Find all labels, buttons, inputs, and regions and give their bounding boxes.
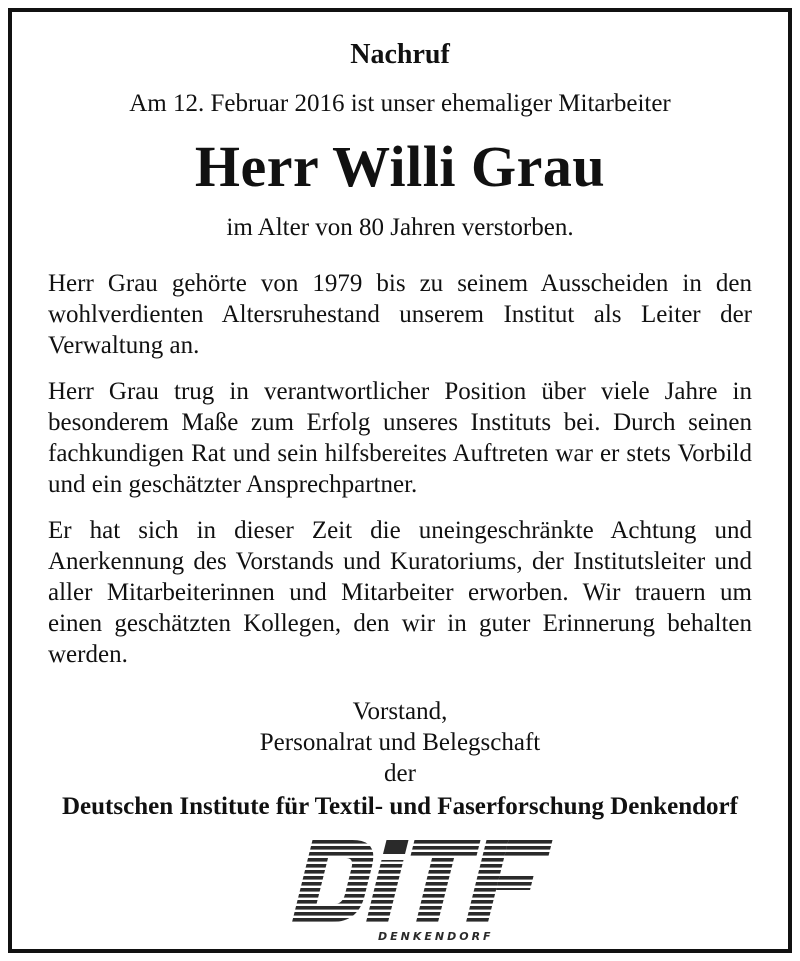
obituary-notice xyxy=(8,8,792,953)
intro-line: Am 12. Februar 2016 ist unser ehemaliger Mitarbeiter xyxy=(129,90,671,117)
logo-subtitle: DENKENDORF xyxy=(378,930,494,943)
notice-content xyxy=(48,12,752,823)
paragraph-merits: Herr Grau trug in verantwortlicher Position über viele Jahre in besonderem Maße zum Erfolg unseres Instituts bei. Durch seinen fachkundigen Rat und sein hilfsbereites Auftreten war er stets Vorbild und ein geschätzter Ansprechpartner. xyxy=(48,378,752,498)
signature-line: Personalrat und Belegschaft xyxy=(259,729,541,756)
age-line: im Alter von 80 Jahren verstorben. xyxy=(226,214,574,241)
paragraph-tribute: Er hat sich in dieser Zeit die uneingeschränkte Achtung und Anerkennung des Vorstands und Kuratoriums, der Institutsleiter und aller Mitarbeiterinnen und Mitarbeiter erworben. Wir trauern um einen geschätzten Kollegen, den wir in guter Erinnerung behalten werden. xyxy=(48,517,752,668)
ditf-logo xyxy=(276,834,556,944)
paragraph-career: Herr Grau gehörte von 1979 bis zu seinem Ausscheiden in den wohlverdienten Altersruhestand unserem Institut als Leiter der Verwaltung an. xyxy=(48,270,752,359)
signature-line: der xyxy=(384,760,416,787)
signature-line: Vorstand, xyxy=(352,698,448,725)
signature-block xyxy=(48,696,752,789)
organization-name: Deutschen Institute für Textil- und Faserforschung Denkendorf xyxy=(62,793,738,820)
notice-heading: Nachruf xyxy=(350,39,450,70)
deceased-name: Herr Willi Grau xyxy=(194,134,606,199)
